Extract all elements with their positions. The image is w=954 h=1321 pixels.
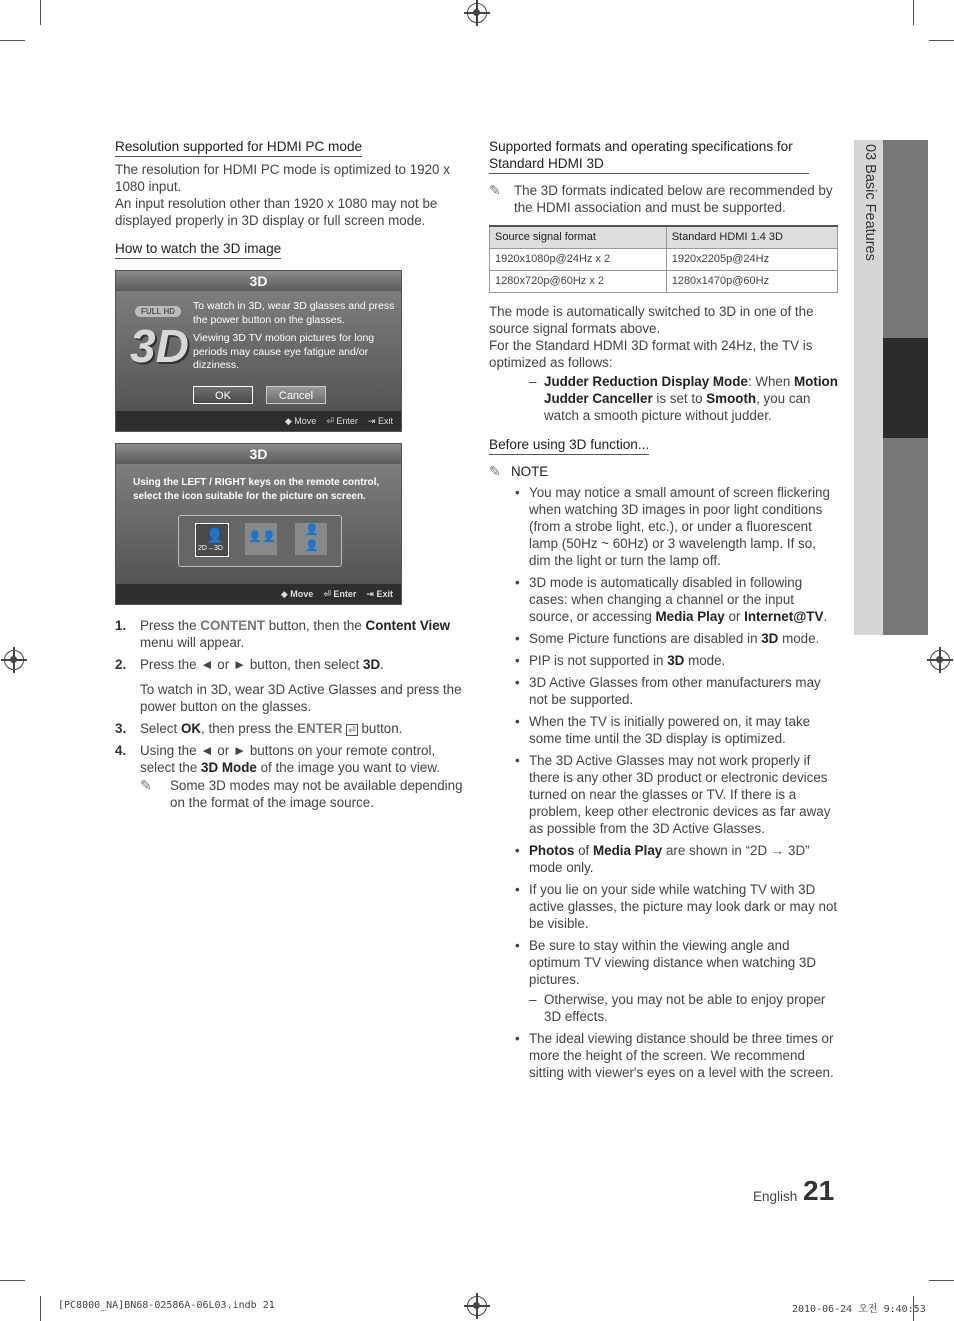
side-tab-label: 03 Basic Features (862, 144, 878, 261)
list-item: • When the TV is initially powered on, it may take some time until the 3D display is optimized. (489, 713, 841, 747)
footer-language: English (753, 1189, 798, 1204)
person-icon: 👤 (248, 531, 262, 543)
3d-mode-option-side-by-side[interactable] (245, 523, 277, 555)
step-number: 3. (115, 721, 127, 736)
step-number: 1. (115, 618, 127, 633)
osd-3d-mode-screen (115, 443, 402, 605)
left-column (115, 138, 465, 263)
text: : When (747, 374, 795, 389)
list-item: • You may notice a small amount of screen flickering when watching 3D images in poor light conditions (from a strobe light, etc.), or under a fluorescent lamp (50Hz ~ 60Hz) or 3 wavelength lamp. If so, dim the light or turn the lamp off. (489, 484, 841, 569)
option-label: 2D→3D (198, 545, 223, 552)
crop-mark (929, 1280, 954, 1281)
osd-message: Using the LEFT / RIGHT keys on the remote control, select the icon suitable for the picture on screen. (133, 477, 380, 502)
page-number: 21 (803, 1175, 835, 1206)
step-text-key: ENTER (297, 721, 343, 736)
step-number: 2. (115, 657, 127, 672)
step-text-bold: Content View (365, 618, 451, 633)
crop-mark (0, 1280, 25, 1281)
text: . (823, 609, 828, 624)
3d-mode-selector (178, 515, 342, 567)
table-cell: 1280x720p@60Hz x 2 (490, 271, 667, 293)
move-icon: ◆ (284, 416, 292, 426)
section-heading: Supported formats and operating specifications for Standard HDMI 3D (489, 138, 809, 174)
side-tab-block (883, 438, 928, 635)
list-item: • The 3D Active Glasses may not work properly if there is any other 3D product or electronic devices turned on near the glasses or TV. If there is a problem, keep other electronic devices as far away as possible from the 3D Active Glasses. (489, 752, 841, 837)
step-item (115, 720, 467, 737)
osd-3d-warning-screen (115, 270, 402, 432)
step-text: Press the ◄ or ► button, then select (140, 657, 364, 672)
footer-move: Move (290, 589, 314, 599)
3d-logo-icon: 3D (130, 320, 189, 372)
text: mode. (684, 653, 726, 668)
move-icon: ◆ (280, 589, 288, 599)
sub-item: – Otherwise, you may not be able to enjoy proper 3D effects. (489, 991, 841, 1025)
table-row (490, 249, 838, 271)
section-heading: Before using 3D function... (489, 436, 649, 455)
note-bullets (489, 484, 841, 1081)
step-text: Press the (140, 618, 201, 633)
note (489, 182, 841, 216)
list-item (489, 652, 841, 669)
cancel-button[interactable]: Cancel (266, 386, 326, 404)
side-tab-block-active (883, 338, 928, 438)
paragraph: For the Standard HDMI 3D format with 24Hz, the TV is optimized as follows: (489, 338, 813, 370)
note-heading (489, 463, 841, 480)
pencil-icon: ✎ (489, 182, 501, 198)
bold-term: Motion Judder Canceller (544, 374, 838, 406)
text: , you can watch a smooth picture without judder. (544, 391, 811, 423)
step-text: button. (357, 721, 403, 736)
osd-title: 3D (116, 271, 401, 291)
table-cell: 1920x2205p@24Hz (666, 249, 837, 271)
full-hd-badge: FULL HD (135, 306, 181, 317)
step-text: menu will appear. (140, 635, 245, 650)
text: is set to (652, 391, 707, 406)
enter-key-icon: ⏎ (348, 725, 356, 735)
table-header: Standard HDMI 1.4 3D (666, 226, 837, 249)
paragraph: The resolution for HDMI PC mode is optimized to 1920 x 1080 input. (115, 162, 450, 194)
print-date-info: 2010-06-24 오전 9:40:53 (792, 1304, 926, 1315)
crop-mark (929, 40, 954, 41)
footer-exit: Exit (376, 589, 393, 599)
step-text: Using the ◄ or ► buttons on your remote control, select the (140, 743, 436, 775)
text: Some Picture functions are disabled in (529, 631, 762, 646)
text: of (574, 843, 593, 858)
enter-icon: ⏎ (323, 589, 331, 599)
crop-mark (0, 40, 25, 41)
paragraph: The mode is automatically switched to 3D in one of the source signal formats above. (489, 304, 814, 336)
list-item (489, 937, 841, 1025)
step-text: Select (140, 721, 181, 736)
enter-icon: ⏎ (326, 416, 334, 426)
person-icon: 👤 (262, 531, 276, 543)
note-text: The 3D formats indicated below are recommended by the HDMI association and must be supported. (514, 183, 833, 215)
crop-mark (40, 0, 41, 25)
crop-mark (40, 1296, 41, 1321)
step-text-bold: 3D Mode (201, 760, 257, 775)
step-text: button, then the (265, 618, 366, 633)
print-file-info: [PC8000_NA]BN68-02586A-06L03.indb 21 (58, 1300, 275, 1311)
judder-item (489, 373, 841, 424)
note-text: Some 3D modes may not be available depending on the format of the image source. (170, 778, 463, 810)
text: 3D mode is automatically disabled in following cases: when changing a channel or the input source, or accessing (529, 575, 803, 624)
table-row (490, 271, 838, 293)
format-table (489, 225, 838, 293)
step-item (115, 656, 467, 673)
list-item: • The ideal viewing distance should be three times or more the height of the screen. We recommend sitting with viewer's eyes on a level with the screen. (489, 1030, 841, 1081)
registration-mark-icon (467, 3, 487, 23)
step-note (115, 777, 467, 811)
registration-mark-icon (467, 1296, 487, 1316)
osd-body (116, 291, 401, 411)
osd-body (116, 464, 401, 584)
exit-icon: ⇥ (367, 416, 376, 426)
bold-term: Judder Reduction Display Mode (544, 374, 748, 389)
steps-list (115, 617, 467, 811)
step-text: , then press the (201, 721, 298, 736)
person-icon: 👤 (305, 524, 319, 536)
step-number: 4. (115, 743, 127, 758)
ok-button[interactable]: OK (193, 386, 253, 404)
footer-exit: Exit (377, 416, 393, 426)
3d-mode-option-2d-to-3d[interactable] (195, 523, 229, 557)
text: mode. (778, 631, 820, 646)
3d-mode-option-top-bottom[interactable] (295, 523, 327, 555)
osd-footer (116, 584, 401, 604)
step-item (115, 742, 467, 776)
bold-term: Media Play (593, 843, 663, 858)
osd-message-line: To watch in 3D, wear 3D glasses and press the power button on the glasses. (193, 300, 395, 326)
footer-enter: Enter (333, 589, 357, 599)
bold-term: Media Play (655, 609, 725, 624)
pencil-icon: ✎ (140, 777, 152, 793)
registration-mark-icon (930, 650, 950, 670)
list-item (489, 630, 841, 647)
person-icon: 👤 (206, 527, 224, 543)
osd-message-line: Viewing 3D TV motion pictures for long periods may cause eye fatigue and/or dizziness. (193, 332, 375, 371)
step-text-bold: 3D (363, 657, 381, 672)
text: Be sure to stay within the viewing angle and optimum TV viewing distance when watching 3D pictures. (529, 938, 817, 987)
osd-footer (116, 411, 401, 431)
text: PIP is not supported in (529, 653, 668, 668)
footer-move: Move (294, 416, 317, 426)
bold-term: Smooth (706, 391, 757, 406)
text: or (724, 609, 745, 624)
list-item: • If you lie on your side while watching TV with 3D active glasses, the picture may look dark or may not be visible. (489, 881, 841, 932)
bold-term: 3D (667, 653, 685, 668)
step-item (115, 617, 467, 651)
bold-term: Internet@TV (744, 609, 824, 624)
paragraph: An input resolution other than 1920 x 1080 may not be displayed properly in 3D display or full screen mode. (115, 196, 438, 228)
osd-message (193, 300, 397, 373)
table-cell: 1920x1080p@24Hz x 2 (490, 249, 667, 271)
list-item: • 3D Active Glasses from other manufacturers may not be supported. (489, 674, 841, 708)
table-cell: 1280x1470p@60Hz (666, 271, 837, 293)
osd-title: 3D (116, 444, 401, 464)
side-tab-block (883, 140, 928, 338)
section-heading: How to watch the 3D image (115, 240, 281, 259)
crop-mark (913, 0, 914, 25)
step-text: of the image you want to view. (256, 760, 440, 775)
step-text: To watch in 3D, wear 3D Active Glasses and press the power button on the glasses. (140, 682, 462, 714)
pencil-icon: ✎ (489, 463, 501, 479)
right-column (489, 138, 841, 1086)
list-item (489, 574, 841, 625)
section-heading: Resolution supported for HDMI PC mode (115, 138, 362, 157)
step-text-key: CONTENT (200, 618, 266, 633)
note-label: NOTE (511, 464, 549, 479)
exit-icon: ⇥ (366, 589, 374, 599)
text: are shown in “2D → 3D” mode only. (529, 843, 810, 875)
bold-term: 3D (761, 631, 779, 646)
bold-term: Photos (529, 843, 575, 858)
footer-enter: Enter (336, 416, 358, 426)
list-item (489, 842, 841, 876)
step-extra (115, 681, 467, 715)
step-text: . (380, 657, 384, 672)
registration-mark-icon (4, 650, 24, 670)
person-icon: 👤 (305, 540, 319, 552)
step-text-bold: OK (180, 721, 202, 736)
table-header: Source signal format (490, 226, 667, 249)
